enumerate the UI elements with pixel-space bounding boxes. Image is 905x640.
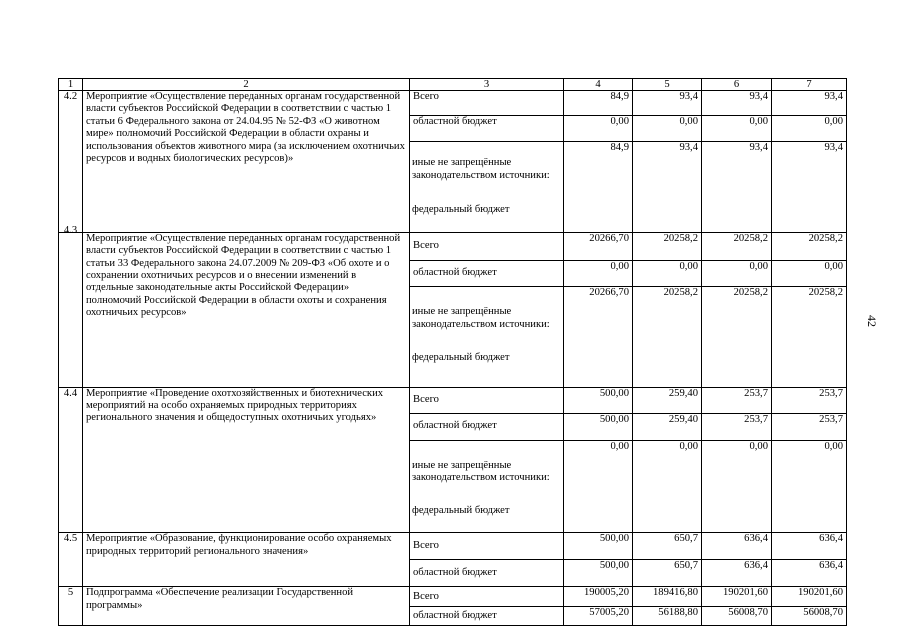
funding-source: областной бюджет [410, 560, 564, 587]
value-cell: 93,4 [633, 91, 702, 116]
column-number: 7 [772, 79, 847, 91]
value-cell: 93,4 [633, 142, 702, 233]
value-cell: 0,00 [772, 440, 847, 533]
value-cell: 189416,80 [633, 587, 702, 607]
value-cell: 253,7 [772, 413, 847, 440]
row-number: 4.3 [59, 232, 83, 387]
table-row [59, 387, 847, 413]
funding-source-other [410, 440, 564, 533]
value-cell: 0,00 [702, 440, 772, 533]
value-cell: 636,4 [702, 560, 772, 587]
value-cell: 20258,2 [702, 232, 772, 260]
value-cell: 20258,2 [772, 232, 847, 260]
funding-source: областной бюджет [410, 116, 564, 142]
value-cell: 636,4 [772, 560, 847, 587]
funding-source: Всего [410, 387, 564, 413]
value-cell: 636,4 [702, 533, 772, 560]
row-number: 4.5 [59, 533, 83, 587]
federal-budget-label: федеральный бюджет [412, 351, 510, 363]
funding-source: областной бюджет [410, 607, 564, 626]
value-cell: 500,00 [564, 533, 633, 560]
value-cell: 0,00 [702, 260, 772, 286]
value-cell: 84,9 [564, 91, 633, 116]
value-cell: 20258,2 [633, 286, 702, 387]
value-cell: 20258,2 [633, 232, 702, 260]
measure-description: Мероприятие «Осуществление переданных органам государственной власти субъектов Российской Федерации в соответствии с частью 1 статьи 33 Федерального закона 24.07.2009 № 209-ФЗ «Об охоте и о сохранении охотничьих ресурсов и о внесении изменений в отдельные законодательные акты Российской Федерации» полномочий Российской Федерации в области охоты и сохранения охотничьих ресурсов» [83, 232, 410, 387]
value-cell: 190201,60 [772, 587, 847, 607]
value-cell: 20258,2 [772, 286, 847, 387]
value-cell: 0,00 [772, 116, 847, 142]
value-cell: 253,7 [702, 413, 772, 440]
funding-source: областной бюджет [410, 260, 564, 286]
value-cell: 0,00 [772, 260, 847, 286]
funding-source: областной бюджет [410, 413, 564, 440]
table-row [59, 232, 847, 260]
funding-source: Всего [410, 587, 564, 607]
value-cell: 0,00 [564, 440, 633, 533]
value-cell: 190005,20 [564, 587, 633, 607]
funding-source: Всего [410, 232, 564, 260]
value-cell: 84,9 [564, 142, 633, 233]
row-number: 4.4 [59, 387, 83, 533]
value-cell: 57005,20 [564, 607, 633, 626]
value-cell: 20258,2 [702, 286, 772, 387]
row-number: 4.2 [59, 91, 83, 233]
funding-source-other [410, 286, 564, 387]
value-cell: 0,00 [633, 260, 702, 286]
value-cell: 0,00 [702, 116, 772, 142]
value-cell: 0,00 [633, 440, 702, 533]
measure-description: Мероприятие «Осуществление переданных органам государственной власти субъектов Российской Федерации в соответствии с частью 1 статьи 6 Федерального закона от 24.04.95 № 52-ФЗ «О животном мире» полномочий Российской Федерации в области охраны и использования объектов животного мира (за исключением охотничьих ресурсов и водных биологических ресурсов)» [83, 91, 410, 233]
measure-description: Мероприятие «Проведение охотхозяйственных и биотехнических мероприятий на особо охраняемых природных территориях регионального значения и общедоступных охотничьих угодьях» [83, 387, 410, 533]
value-cell: 20266,70 [564, 286, 633, 387]
funding-source: Всего [410, 533, 564, 560]
value-cell: 0,00 [633, 116, 702, 142]
row-number: 5 [59, 587, 83, 626]
value-cell: 253,7 [702, 387, 772, 413]
funding-source-other [410, 142, 564, 233]
funding-source: Всего [410, 91, 564, 116]
column-numbers-row [59, 79, 847, 91]
value-cell: 93,4 [702, 142, 772, 233]
value-cell: 93,4 [772, 142, 847, 233]
column-number: 3 [410, 79, 564, 91]
table-row [59, 533, 847, 560]
value-cell: 56188,80 [633, 607, 702, 626]
column-number: 2 [83, 79, 410, 91]
value-cell: 93,4 [772, 91, 847, 116]
value-cell: 56008,70 [702, 607, 772, 626]
value-cell: 500,00 [564, 387, 633, 413]
value-cell: 259,40 [633, 387, 702, 413]
value-cell: 650,7 [633, 560, 702, 587]
column-number: 5 [633, 79, 702, 91]
table-row [59, 587, 847, 607]
value-cell: 636,4 [772, 533, 847, 560]
column-number: 1 [59, 79, 83, 91]
column-number: 6 [702, 79, 772, 91]
value-cell: 500,00 [564, 560, 633, 587]
other-sources-label: иные не запрещённые законодательством источники: [412, 306, 550, 330]
other-sources-label: иные не запрещённые законодательством источники: [412, 460, 550, 484]
value-cell: 0,00 [564, 260, 633, 286]
budget-table [58, 78, 847, 626]
value-cell: 0,00 [564, 116, 633, 142]
value-cell: 650,7 [633, 533, 702, 560]
value-cell: 253,7 [772, 387, 847, 413]
value-cell: 56008,70 [772, 607, 847, 626]
table-row [59, 91, 847, 116]
value-cell: 20266,70 [564, 232, 633, 260]
federal-budget-label: федеральный бюджет [412, 204, 510, 215]
value-cell: 259,40 [633, 413, 702, 440]
value-cell: 93,4 [702, 91, 772, 116]
measure-description: Мероприятие «Образование, функционирование особо охраняемых природных территорий регионального значения» [83, 533, 410, 587]
measure-description: Подпрограмма «Обеспечение реализации Государственной программы» [83, 587, 410, 626]
column-number: 4 [564, 79, 633, 91]
page-number: 42 [865, 315, 879, 327]
other-sources-label: иные не запрещённые законодательством источники: [412, 157, 550, 181]
federal-budget-label: федеральный бюджет [412, 504, 510, 516]
value-cell: 500,00 [564, 413, 633, 440]
value-cell: 190201,60 [702, 587, 772, 607]
